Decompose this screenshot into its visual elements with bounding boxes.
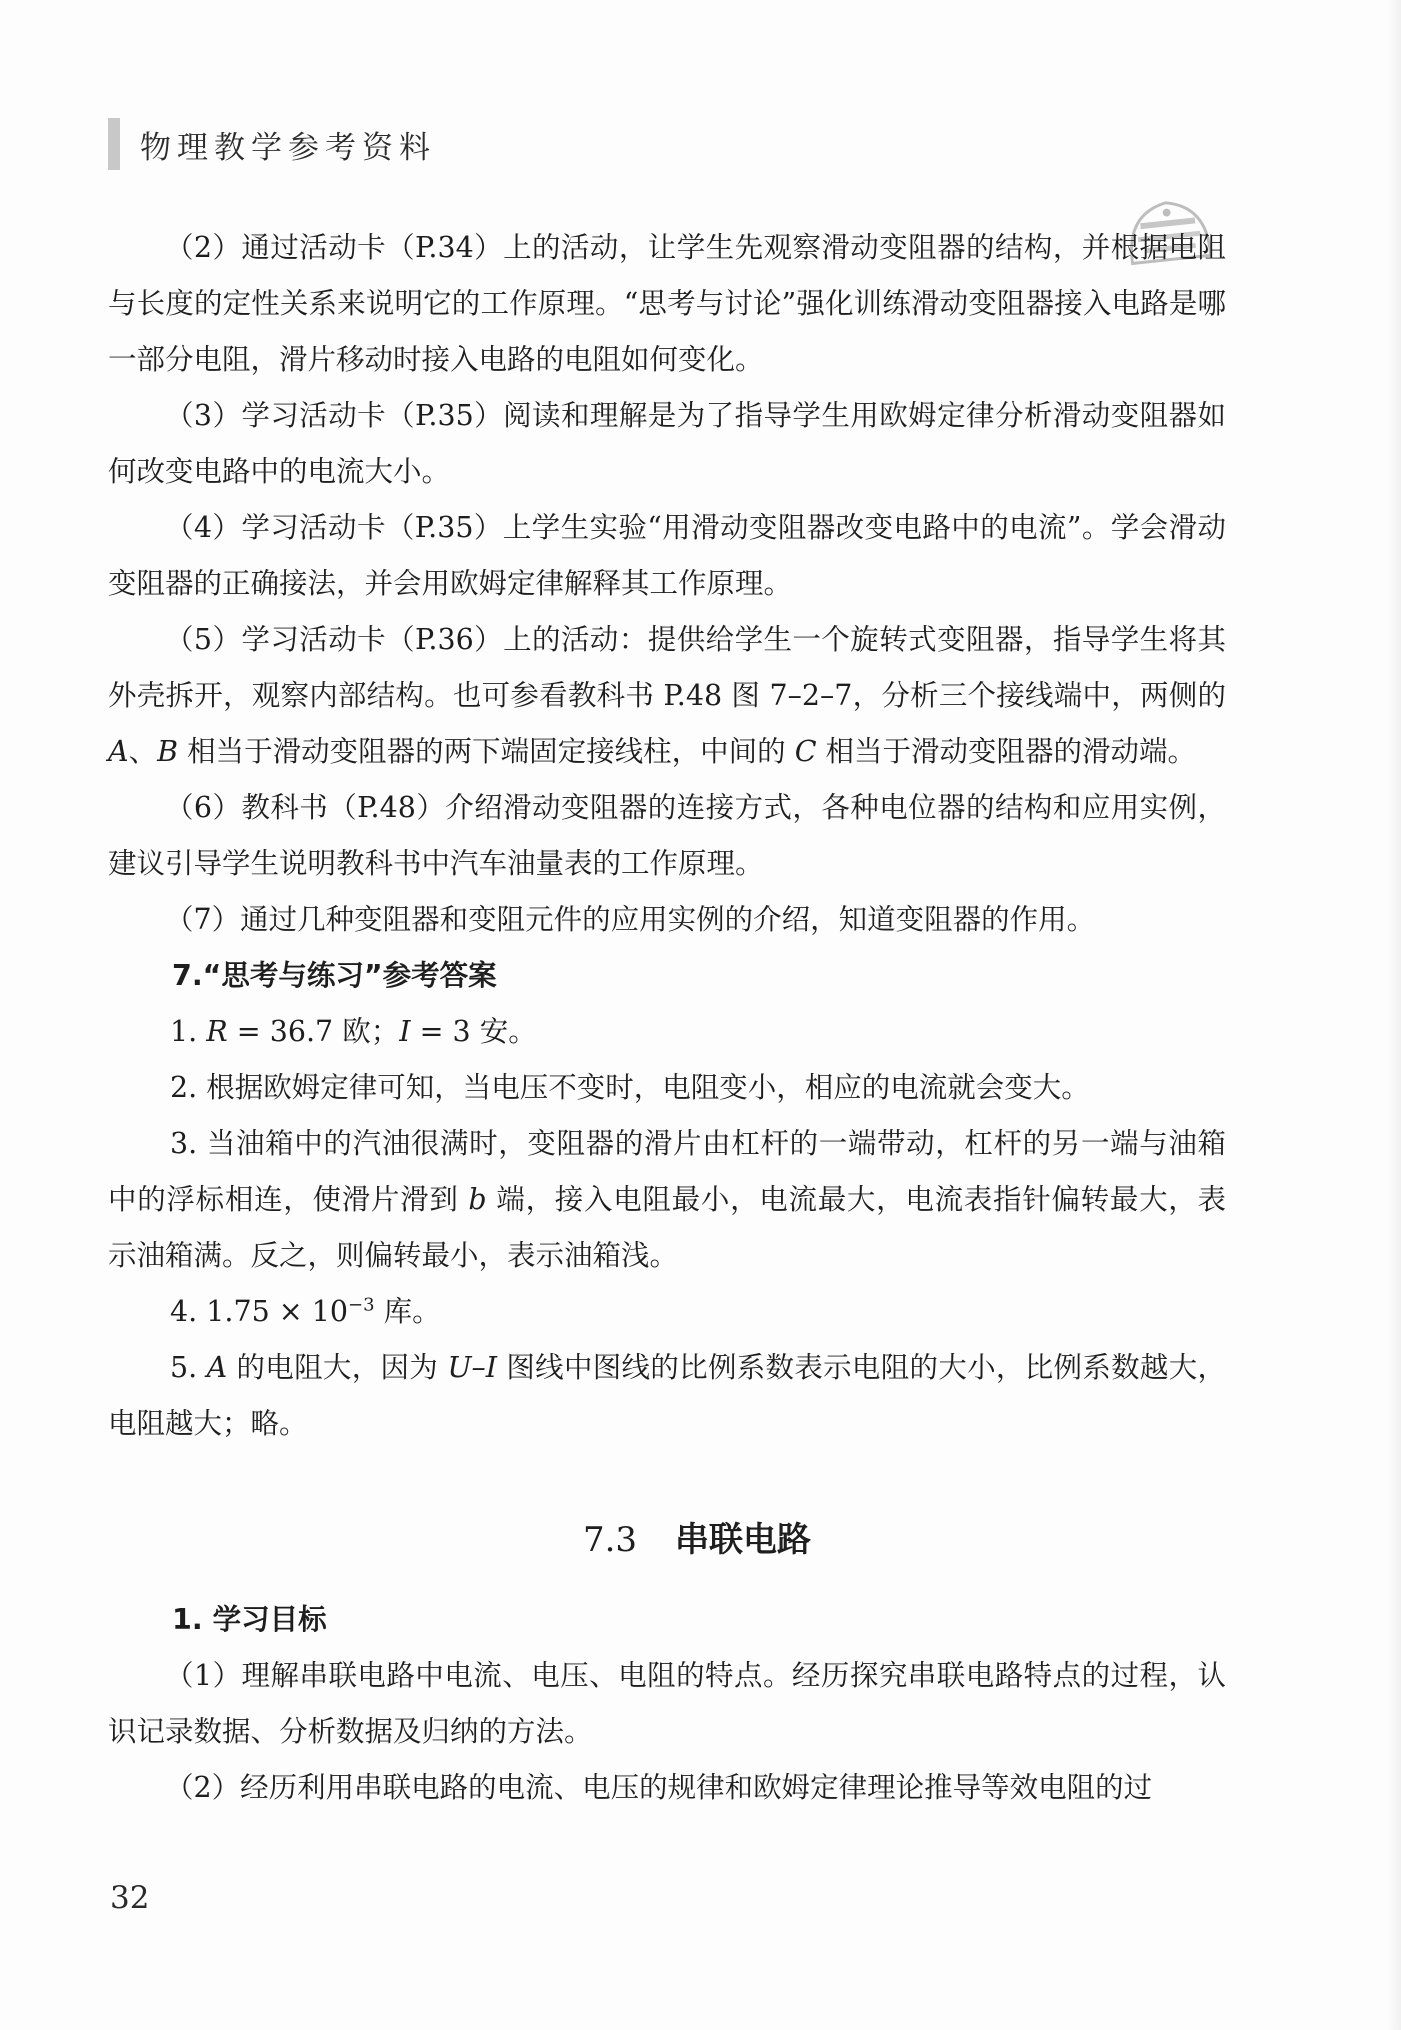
answers-heading: 7.“思考与练习”参考答案 <box>172 959 497 992</box>
answer-2: 2. 根据欧姆定律可知，当电压不变时，电阻变小，相应的电流就会变大。 <box>170 1071 1090 1104</box>
scan-edge-shadow <box>1387 0 1401 2030</box>
paragraph-3: （3）学习活动卡（P.35）阅读和理解是为了指导学生用欧姆定律分析滑动变阻器如何改变电路中的电流大小。 <box>108 399 1226 488</box>
goal-1: （1）理解串联电路中电流、电压、电阻的特点。经历探究串联电路特点的过程，认识记录数据、分析数据及归纳的方法。 <box>108 1659 1226 1748</box>
paragraph-7: （7）通过几种变阻器和变阻元件的应用实例的介绍，知道变阻器的作用。 <box>165 903 1096 936</box>
answer-4: 4. $1.75 \times 10^{-3}$ 库。 <box>170 1294 441 1328</box>
section-title <box>108 1510 1226 1570</box>
paragraph-5: （5）学习活动卡（P.36）上的活动：提供给学生一个旋转式变阻器，指导学生将其外壳拆开，观察内部结构。也可参看教科书 P.48 图 7–2–7，分析三个接线端中，两侧的 A、B 相当于滑动变阻器的两下端固定接线柱，中间的 C 相当于滑动变阻器的滑动端。 <box>108 623 1226 768</box>
header-bar <box>108 118 120 170</box>
paragraph-6: （6）教科书（P.48）介绍滑动变阻器的连接方式，各种电位器的结构和应用实例，建议引导学生说明教科书中汽车油量表的工作原理。 <box>108 791 1226 880</box>
answer-5: 5. A 的电阻大，因为 U–I 图线中图线的比例系数表示电阻的大小，比例系数越大，电阻越大；略。 <box>108 1351 1227 1440</box>
answer-1: 1. R = 36.7 欧；I = 3 安。 <box>170 1015 537 1048</box>
answer-3: 3. 当油箱中的汽油很满时，变阻器的滑片由杠杆的一端带动，杠杆的另一端与油箱中的浮标相连，使滑片滑到 b 端，接入电阻最小，电流最大，电流表指针偏转最大，表示油箱满。反之，则偏转最小，表示油箱浅。 <box>108 1127 1227 1272</box>
main-content <box>108 220 1226 1816</box>
paragraph-2: （2）通过活动卡（P.34）上的活动，让学生先观察滑动变阻器的结构，并根据电阻与长度的定性关系来说明它的工作原理。“思考与讨论”强化训练滑动变阻器接入电路是哪一部分电阻，滑片移动时接入电路的电阻如何变化。 <box>108 231 1226 376</box>
header-title: 物理教学参考资料 <box>140 129 436 166</box>
goal-2: （2）经历利用串联电路的电流、电压的规律和欧姆定律理论推导等效电阻的过 <box>165 1771 1153 1804</box>
goals-heading: 1. 学习目标 <box>172 1603 327 1636</box>
section-name: 串联电路 <box>675 1520 812 1560</box>
page-number: 32 <box>110 1880 150 1916</box>
running-header <box>108 118 436 170</box>
paragraph-4: （4）学习活动卡（P.35）上学生实验“用滑动变阻器改变电路中的电流”。学会滑动变阻器的正确接法，并会用欧姆定律解释其工作原理。 <box>108 511 1226 600</box>
section-number: 7.3 <box>582 1520 638 1560</box>
